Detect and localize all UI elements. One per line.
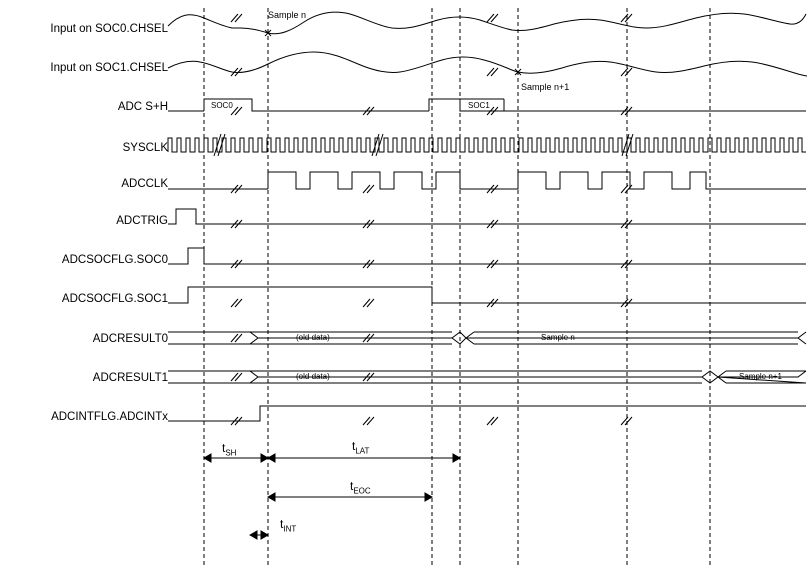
signal-label-input-soc1: Input on SOC1.CHSEL	[50, 62, 168, 74]
signal-label-sysclk: SYSCLK	[122, 142, 168, 154]
inline-label-result0-sample-n: Sample n	[541, 333, 575, 342]
annotation-sample-n-plus-1: Sample n+1	[521, 82, 570, 92]
timing-sub-tsh: SH	[225, 448, 237, 458]
annotation-sample-n: Sample n	[268, 10, 307, 20]
signal-label-adc-sh: ADC S+H	[117, 101, 168, 113]
signal-label-adcresult1: ADCRESULT1	[92, 372, 168, 384]
signal-label-adcsocflg-soc0: ADCSOCFLG.SOC0	[61, 254, 168, 266]
inline-label-soc0: SOC0	[211, 101, 233, 110]
signal-label-adcintflg: ADCINTFLG.ADCINTx	[51, 411, 168, 423]
signal-label-adcresult0: ADCRESULT0	[92, 333, 168, 345]
signal-label-adcclk: ADCCLK	[121, 178, 168, 190]
timing-base-tlat: t	[352, 439, 356, 453]
timing-label-tsh	[222, 442, 236, 459]
timing-base-teoc: t	[350, 479, 354, 493]
timing-sub-tlat: LAT	[355, 446, 370, 456]
inline-label-soc1: SOC1	[468, 101, 490, 110]
timing-label-tint	[280, 518, 296, 535]
inline-label-result1-old-data: (old data)	[296, 372, 330, 381]
timing-sub-teoc: EOC	[353, 486, 371, 496]
timing-sub-tint: INT	[283, 524, 297, 534]
signal-label-adcsocflg-soc1: ADCSOCFLG.SOC1	[61, 293, 168, 305]
inline-label-result0-old-data: (old data)	[296, 333, 330, 342]
timing-label-teoc	[350, 480, 371, 497]
timing-label-tlat	[352, 440, 369, 457]
waveform-input-soc1	[168, 52, 807, 76]
timing-base-tint: t	[280, 517, 284, 531]
break-marks	[214, 14, 633, 425]
inline-label-result1-sample-n-plus-1: Sample n+1	[739, 372, 782, 381]
signal-label-input-soc0: Input on SOC0.CHSEL	[50, 23, 168, 35]
signal-label-adctrig: ADCTRIG	[116, 215, 168, 227]
timing-arrows	[204, 454, 460, 539]
timing-base-tsh: t	[222, 441, 226, 455]
